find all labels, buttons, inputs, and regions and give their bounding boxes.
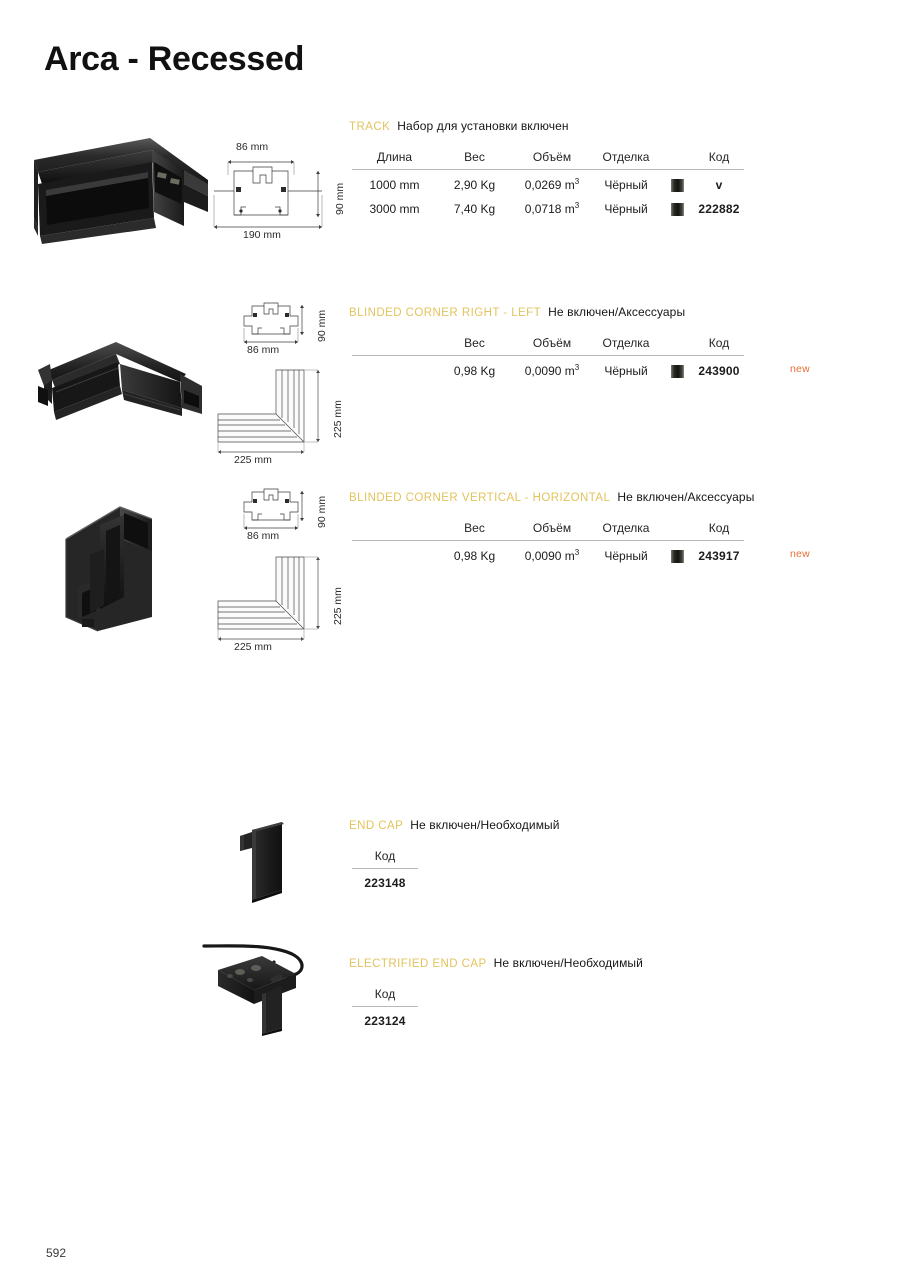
dim-corner-vh-height: 225 mm <box>332 587 344 625</box>
drawing-corner-rl-shape <box>212 366 344 466</box>
spec-table-corner-rl <box>352 336 744 380</box>
section-note-corner-vh: Не включен/Аксессуары <box>617 490 755 504</box>
cell-volume <box>512 170 592 195</box>
col-spacer <box>352 336 437 356</box>
page-number: 592 <box>46 1246 67 1260</box>
dim-track-bottom-width: 190 mm <box>243 229 281 241</box>
cell-code: 223148 <box>364 876 406 890</box>
dim-track-top-width: 86 mm <box>236 141 269 153</box>
section-note-end-cap: Не включен/Необходимый <box>410 818 560 832</box>
cell-volume-value: 0,0718 m <box>524 202 575 216</box>
spec-table-electrified-end-cap <box>352 987 418 1030</box>
black-swatch-icon <box>671 550 684 563</box>
cell-volume-exponent: 3 <box>574 177 580 186</box>
cell-code: 243917 <box>698 548 740 563</box>
black-swatch-icon <box>671 203 684 216</box>
section-category-electrified-end-cap: ELECTRIFIED END CAP <box>349 958 487 970</box>
spec-table-track <box>352 150 744 218</box>
cell-volume-value: 0,0269 m <box>524 178 575 192</box>
cell-code: 243900 <box>698 363 740 378</box>
black-swatch-icon <box>671 179 684 192</box>
table-row <box>352 541 744 566</box>
cell-volume-exponent: 3 <box>574 548 580 557</box>
drawing-track-section <box>210 141 346 241</box>
col-weight: Вес <box>437 336 512 356</box>
product-photo-corner-vert-horiz <box>60 505 188 640</box>
drawing-corner-vh-shape <box>212 553 344 653</box>
section-heading-track <box>349 119 569 133</box>
col-spacer <box>352 521 437 541</box>
cell-length: 3000 mm <box>369 201 420 216</box>
table-row <box>352 1007 418 1031</box>
cell-length: 1000 mm <box>369 177 420 192</box>
col-volume: Объём <box>512 150 592 170</box>
cell-code: v <box>715 177 723 192</box>
page-title: Arca - Recessed <box>44 40 305 78</box>
table-row <box>352 356 744 381</box>
section-heading-corner-vh <box>349 490 754 504</box>
cell-volume-exponent: 3 <box>574 363 580 372</box>
cell-volume <box>512 194 592 218</box>
col-weight: Вес <box>437 150 512 170</box>
col-finish: Отделка <box>592 521 660 541</box>
col-code: Код <box>694 150 744 170</box>
dim-corner-rl-width: 225 mm <box>234 454 272 466</box>
col-code: Код <box>694 336 744 356</box>
section-note-corner-rl: Не включен/Аксессуары <box>548 305 686 319</box>
cell-weight: 2,90 Kg <box>453 177 496 192</box>
table-header-row <box>352 521 744 541</box>
col-volume: Объём <box>512 521 592 541</box>
cell-weight: 7,40 Kg <box>453 201 496 216</box>
drawing-corner-rl-profile <box>240 296 328 366</box>
black-swatch-icon <box>671 365 684 378</box>
section-heading-electrified-end-cap <box>349 956 643 970</box>
table-header-row <box>352 987 418 1007</box>
cell-volume-value: 0,0090 m <box>524 364 575 378</box>
col-code: Код <box>352 987 418 1007</box>
section-category-corner-vh: BLINDED CORNER VERTICAL - HORIZONTAL <box>349 492 611 504</box>
product-photo-electrified-end-cap <box>200 932 335 1042</box>
section-category-track: TRACK <box>349 121 391 133</box>
col-swatch <box>660 150 694 170</box>
cell-swatch <box>660 356 694 381</box>
table-header-row <box>352 849 418 869</box>
section-note-electrified-end-cap: Не включен/Необходимый <box>493 956 643 970</box>
dim-corner-vh-width: 225 mm <box>234 641 272 653</box>
col-length: Длина <box>352 150 437 170</box>
table-row <box>352 170 744 195</box>
dim-corner-vh-profile-height: 90 mm <box>316 495 328 528</box>
dim-corner-vh-profile-width: 86 mm <box>247 530 280 542</box>
cell-volume-exponent: 3 <box>574 201 580 210</box>
col-weight: Вес <box>437 521 512 541</box>
col-volume: Объём <box>512 336 592 356</box>
product-photo-end-cap <box>200 818 330 913</box>
table-row <box>352 869 418 893</box>
table-header-row <box>352 150 744 170</box>
col-finish: Отделка <box>592 336 660 356</box>
col-swatch <box>660 521 694 541</box>
cell-spacer <box>352 356 437 381</box>
cell-code: 223124 <box>364 1014 406 1028</box>
cell-volume <box>512 356 592 381</box>
cell-swatch <box>660 194 694 218</box>
dim-corner-rl-profile-width: 86 mm <box>247 344 280 356</box>
cell-spacer <box>352 541 437 566</box>
new-flag-corner-rl: new <box>790 363 810 375</box>
dim-track-height: 90 mm <box>334 182 346 215</box>
cell-swatch <box>660 541 694 566</box>
dim-corner-rl-height: 225 mm <box>332 400 344 438</box>
product-photo-corner-right-left <box>34 330 206 431</box>
col-finish: Отделка <box>592 150 660 170</box>
cell-finish: Чёрный <box>604 177 648 192</box>
cell-finish: Чёрный <box>604 363 648 378</box>
cell-weight: 0,98 Kg <box>453 363 496 378</box>
new-flag-corner-vh: new <box>790 548 810 560</box>
cell-volume-value: 0,0090 m <box>524 549 575 563</box>
col-swatch <box>660 336 694 356</box>
dim-corner-rl-profile-height: 90 mm <box>316 309 328 342</box>
cell-finish: Чёрный <box>604 201 648 216</box>
product-photo-track <box>32 132 208 250</box>
cell-volume <box>512 541 592 566</box>
spec-table-end-cap <box>352 849 418 892</box>
section-category-end-cap: END CAP <box>349 820 404 832</box>
cell-finish: Чёрный <box>604 548 648 563</box>
spec-table-corner-vh <box>352 521 744 565</box>
cell-code: 222882 <box>698 201 740 216</box>
cell-weight: 0,98 Kg <box>453 548 496 563</box>
section-heading-end-cap <box>349 818 560 832</box>
col-code: Код <box>352 849 418 869</box>
drawing-corner-vh-profile <box>240 482 328 552</box>
section-note-track: Набор для установки включен <box>397 119 569 133</box>
cell-swatch <box>660 170 694 195</box>
table-row <box>352 194 744 218</box>
col-code: Код <box>694 521 744 541</box>
table-header-row <box>352 336 744 356</box>
section-heading-corner-rl <box>349 305 685 319</box>
section-category-corner-rl: BLINDED CORNER RIGHT - LEFT <box>349 307 542 319</box>
